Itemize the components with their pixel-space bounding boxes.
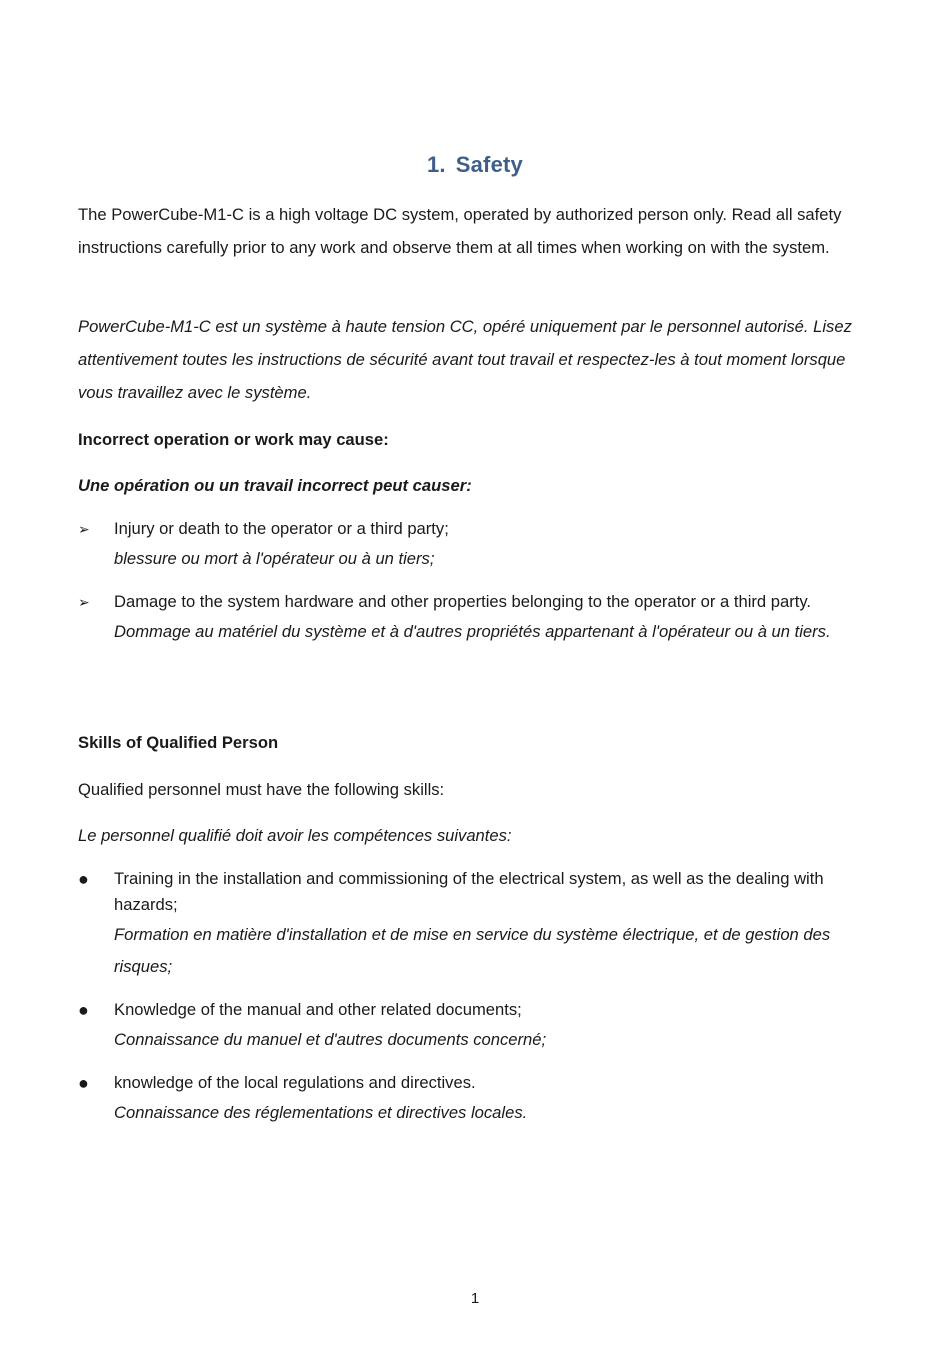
dot-bullet-icon: ●	[78, 1000, 89, 1020]
list-item-fr: blessure ou mort à l'opérateur ou à un tiers;	[114, 549, 435, 568]
arrow-bullet-icon: ➢	[78, 594, 90, 610]
list-item-en: Knowledge of the manual and other related documents;	[114, 1000, 522, 1019]
list-item-fr: Connaissance des réglementations et directives locales.	[114, 1103, 528, 1122]
list-item-en: knowledge of the local regulations and directives.	[114, 1073, 476, 1092]
incorrect-heading-fr: Une opération ou un travail incorrect peut causer:	[78, 476, 472, 495]
list-item-fr: Dommage au matériel du système et à d'autres propriétés appartenant à l'opérateur ou à un tiers.	[114, 622, 831, 641]
skills-intro-fr: Le personnel qualifié doit avoir les compétences suivantes:	[78, 826, 512, 845]
skills-intro-en: Qualified personnel must have the following skills:	[78, 780, 445, 799]
section-number: 1.	[427, 152, 446, 177]
dot-bullet-icon: ●	[78, 869, 89, 889]
incorrect-heading-en: Incorrect operation or work may cause:	[78, 430, 389, 449]
list-item-en: Training in the installation and commissioning of the electrical system, as well as the dealing with hazards;	[114, 869, 824, 914]
section-title: Safety	[455, 152, 523, 177]
list-item-fr: Formation en matière d'installation et de mise en service du système électrique, et de gestion des risques;	[114, 925, 831, 976]
list-item-en: Injury or death to the operator or a third party;	[114, 519, 449, 538]
dot-bullet-icon: ●	[78, 1073, 89, 1093]
section-heading	[0, 152, 950, 178]
page-number: 1	[470, 1290, 480, 1307]
list-item-fr: Connaissance du manuel et d'autres documents concerné;	[114, 1030, 547, 1049]
arrow-bullet-icon: ➢	[78, 521, 90, 537]
list-item-en: Damage to the system hardware and other properties belonging to the operator or a third party.	[114, 592, 812, 611]
skills-heading: Skills of Qualified Person	[78, 733, 279, 752]
intro-paragraph-en: The PowerCube-M1-C is a high voltage DC system, operated by authorized person only. Read all safety instructions carefully prior to any work and observe them at all times when working on with the system.	[78, 205, 842, 257]
intro-paragraph-fr: PowerCube-M1-C est un système à haute tension CC, opéré uniquement par le personnel autorisé. Lisez attentivement toutes les instructions de sécurité avant tout travail et respectez-les à tout moment lorsque vous travaillez avec le système.	[78, 317, 852, 402]
